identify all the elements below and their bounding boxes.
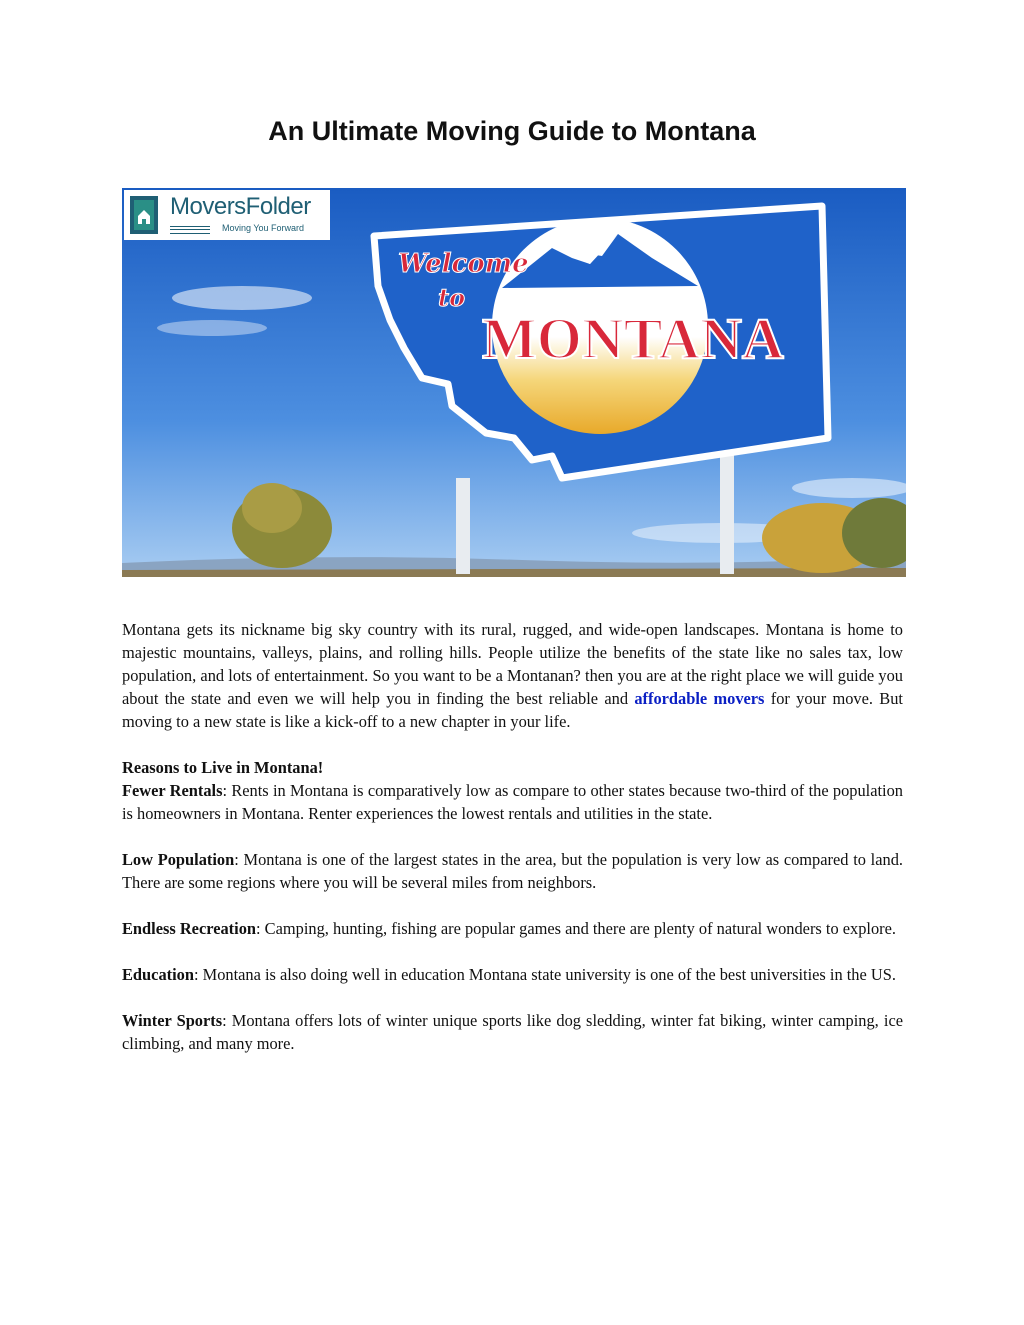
reasons-heading: Reasons to Live in Montana! bbox=[122, 758, 324, 777]
reason-endless-recreation: Endless Recreation: Camping, hunting, fishing are popular games and there are plenty of natural wonders to explore. bbox=[122, 919, 896, 938]
reason-education: Education: Montana is also doing well in education Montana state university is one of the best universities in the US. bbox=[122, 965, 896, 984]
logo-tagline: Moving You Forward bbox=[222, 223, 305, 233]
intro-paragraph bbox=[122, 618, 903, 733]
page-title: An Ultimate Moving Guide to Montana bbox=[268, 116, 756, 146]
sign-to-text: to bbox=[438, 283, 466, 312]
article-body bbox=[122, 618, 903, 1055]
moversfolder-logo bbox=[124, 190, 330, 240]
reason-low-population: Low Population: Montana is one of the largest states in the area, but the population is very low as compared to land. There are some regions where you will be several miles from neighbors. bbox=[122, 850, 903, 892]
hero-image bbox=[122, 188, 906, 577]
reason-fewer-rentals: Fewer Rentals: Rents in Montana is comparatively low as compare to other states because two-third of the population is homeowners in Montana. Renter experiences the lowest rentals and utilities in the state. bbox=[122, 781, 903, 823]
sign-state-text: MONTANA bbox=[482, 306, 784, 371]
intro-text-end: for your move. But moving to a new state is like a kick-off to a new chapter in your life. bbox=[122, 689, 903, 731]
logo-rule bbox=[170, 226, 210, 234]
door-house-icon bbox=[128, 194, 162, 236]
logo-name: MoversFolder bbox=[170, 193, 311, 220]
intro-text: Montana gets its nickname big sky country with its rural, rugged, and wide-open landscapes. Montana is home to majestic mountains, valleys, plains, and rolling hills. People utilize the benefits of the state like no sales tax, low population, and lots of entertainment. So you want to be a Montanan? then you are at the right place we will guide you about the state and even we will help you in finding the best reliable and bbox=[122, 620, 903, 708]
montana-sign-photo bbox=[122, 188, 906, 577]
sign-welcome-text: Welcome bbox=[398, 249, 529, 279]
reason-winter-sports: Winter Sports: Montana offers lots of winter unique sports like dog sledding, winter fat biking, winter camping, ice climbing, and many more. bbox=[122, 1011, 903, 1053]
affordable-movers-link[interactable]: affordable movers bbox=[634, 689, 765, 708]
